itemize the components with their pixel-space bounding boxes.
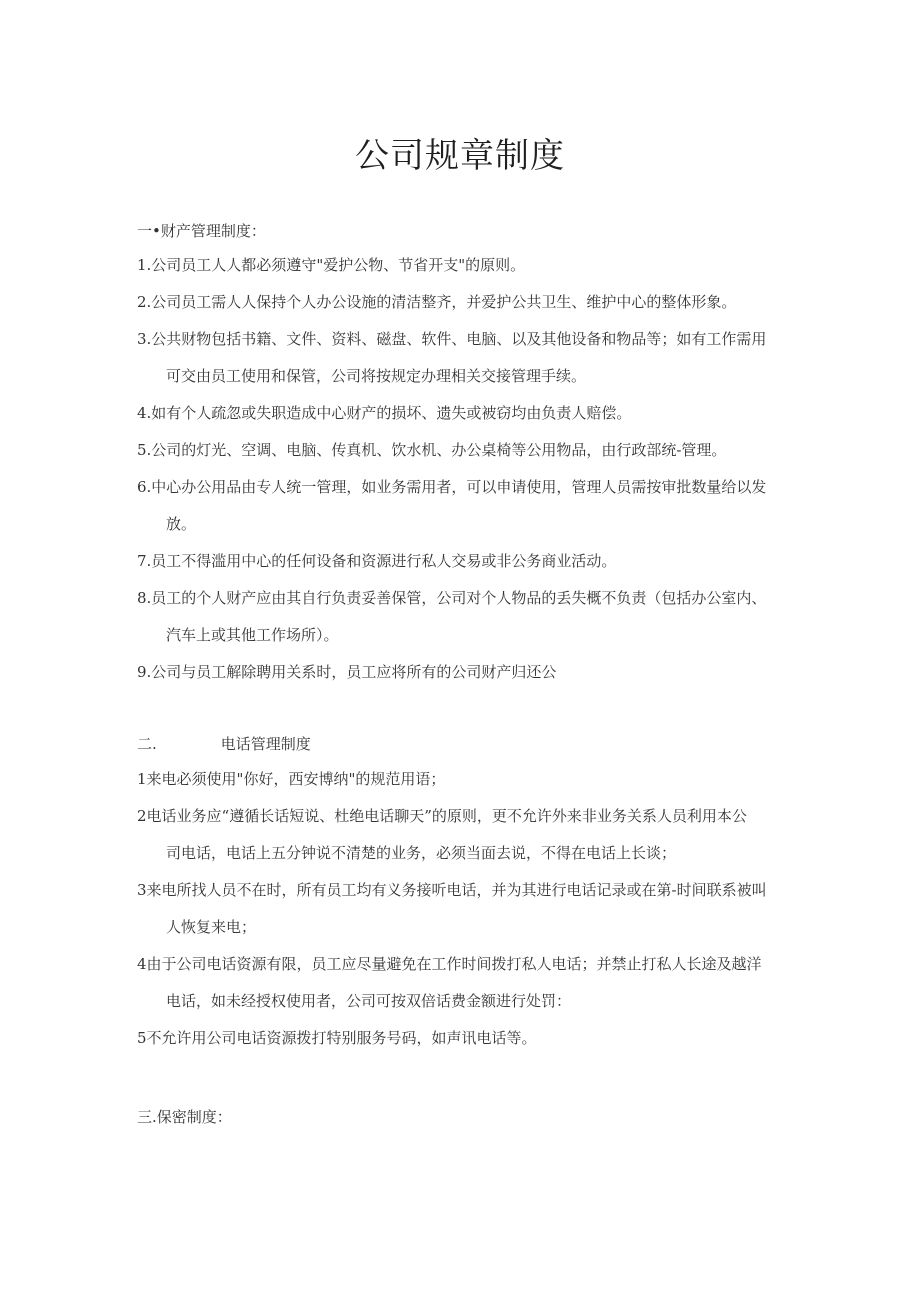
paragraph-line-continued: 可交由员工使用和保管，公司将按规定办理相关交接管理手续。 xyxy=(166,367,587,385)
paragraph-line: 8.员工的个人财产应由其自行负责妥善保管，公司对个人物品的丢失概不负责（包括办公室内、 xyxy=(137,589,767,607)
paragraph-line: 5.公司的灯光、空调、电脑、传真机、饮水机、办公桌椅等公用物品，由行政部统-管理。 xyxy=(137,441,727,459)
paragraph-line: 9.公司与员工解除聘用关系时，员工应将所有的公司财产归还公 xyxy=(137,663,557,681)
paragraph-line: 3来电所找人员不在时，所有员工均有义务接听电话，并为其进行电话记录或在第-时间联系被叫 xyxy=(137,881,767,899)
paragraph-line: 3.公共财物包括书籍、文件、资料、磁盘、软件、电脑、以及其他设备和物品等；如有工作需用 xyxy=(137,330,767,348)
paragraph-line-continued: 电话，如未经授权使用者，公司可按双倍话费金额进行处罚： xyxy=(166,992,572,1010)
paragraph-line: 7.员工不得滥用中心的任何设备和资源进行私人交易或非公务商业活动。 xyxy=(137,552,617,570)
paragraph-line: 4.如有个人疏忽或失职造成中心财产的损坏、遗失或被窃均由负责人赔偿。 xyxy=(137,404,632,422)
document-title: 公司规章制度 xyxy=(355,136,565,176)
section-heading-phone xyxy=(137,733,311,755)
section-heading-property: 一•财产管理制度： xyxy=(137,222,266,240)
paragraph-line-continued: 汽车上或其他工作场所）。 xyxy=(166,626,339,644)
paragraph-line-continued: 司电话，电话上五分钟说不清楚的业务，必须当面去说，不得在电话上长谈； xyxy=(166,844,677,862)
paragraph-line: 2电话业务应“遵循长话短说、杜绝电话聊天”的原则，更不允许外来非业务关系人员利用本公 xyxy=(137,807,747,825)
paragraph-line: 2.公司员工需人人保持个人办公设施的清洁整齐，并爱护公共卫生、维护中心的整体形象。 xyxy=(137,293,737,311)
paragraph-line: 1来电必须使用"你好，西安博纳"的规范用语； xyxy=(137,770,446,788)
section-heading-number: 二. xyxy=(137,735,157,753)
paragraph-line-continued: 人恢复来电； xyxy=(166,918,257,936)
paragraph-line: 1.公司员工人人都必须遵守"爱护公物、节省开支"的原则。 xyxy=(137,256,526,274)
section-heading-text: 电话管理制度 xyxy=(220,735,311,753)
paragraph-line: 6.中心办公用品由专人统一管理，如业务需用者，可以申请使用，管理人员需按审批数量给以发 xyxy=(137,478,767,496)
section-heading-confidentiality: 三.保密制度： xyxy=(137,1108,232,1126)
paragraph-line-continued: 放。 xyxy=(166,515,197,533)
paragraph-line: 5不允许用公司电话资源拨打特别服务号码，如声讯电话等。 xyxy=(137,1029,537,1047)
paragraph-line: 4由于公司电话资源有限，员工应尽量避免在工作时间拨打私人电话；并禁止打私人长途及越洋 xyxy=(137,955,762,973)
